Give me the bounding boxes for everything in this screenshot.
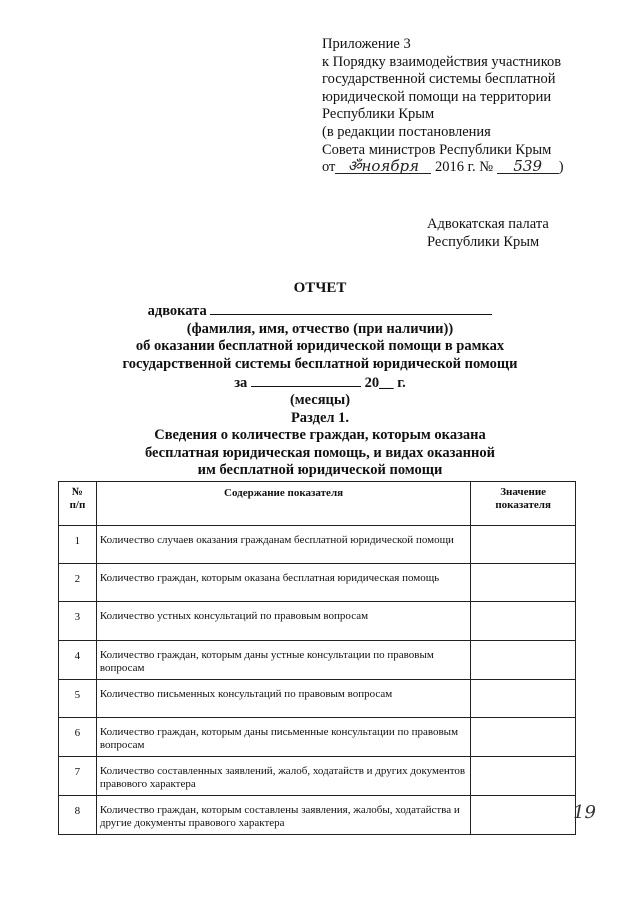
resolution-date-line: [322, 159, 564, 177]
period-prefix: за: [234, 375, 248, 392]
row-number: 2: [59, 564, 97, 602]
table-row: [59, 526, 576, 564]
period-line: [0, 373, 640, 392]
row-value-cell[interactable]: [471, 526, 576, 564]
row-number: 5: [59, 679, 97, 717]
table-row: [59, 564, 576, 602]
row-description: Количество граждан, которым даны устные консультации по правовым вопросам: [96, 640, 470, 679]
appendix-line: Приложение 3: [322, 36, 411, 52]
row-value-cell[interactable]: [471, 717, 576, 756]
row-description: Количество граждан, которым оказана бесплатная юридическая помощь: [96, 564, 470, 602]
appendix-line: Совета министров Республики Крым: [322, 141, 552, 158]
report-title: ОТЧЕТ: [293, 280, 347, 296]
header-number-line: №: [71, 486, 83, 498]
appendix-line: (в редакции постановления: [322, 123, 491, 140]
header-content: Содержание показателя: [96, 482, 470, 526]
table-row: [59, 602, 576, 640]
row-number: 3: [59, 602, 97, 640]
header-value-line: Значение: [500, 486, 547, 498]
from-prefix: от: [322, 159, 336, 176]
report-title-block: [0, 280, 640, 410]
recipient-line: Республики Крым: [427, 234, 540, 250]
row-value-cell[interactable]: [471, 564, 576, 602]
section-line: бесплатная юридическая помощь, и видах оказанной: [144, 444, 495, 461]
report-subtitle-line: государственной системы бесплатной юридической помощи: [122, 355, 518, 372]
advocate-label: адвоката: [147, 303, 207, 320]
table-header-row: [59, 482, 576, 526]
row-number: 6: [59, 717, 97, 756]
appendix-line: юридической помощи на территории: [322, 88, 552, 105]
year-text: 2016 г. №: [435, 159, 494, 176]
row-description: Количество граждан, которым составлены заявления, жалобы, ходатайства и другие документы правового характера: [96, 795, 470, 834]
table-row: [59, 679, 576, 717]
table-row: [59, 795, 576, 834]
table-row: [59, 717, 576, 756]
name-hint: (фамилия, имя, отчество (при наличии)): [186, 320, 454, 337]
appendix-header: [322, 36, 564, 177]
period-blank: [251, 373, 361, 387]
row-value-cell[interactable]: [471, 756, 576, 795]
handwritten-number: 539: [497, 159, 559, 174]
row-description: Количество письменных консультаций по правовым вопросам: [96, 679, 470, 717]
indicators-table: [58, 481, 576, 835]
section-line: им бесплатной юридической помощи: [197, 462, 443, 479]
header-value-line: показателя: [495, 499, 551, 511]
period-year: 20__ г.: [364, 375, 406, 392]
row-description: Количество устных консультаций по правовым вопросам: [96, 602, 470, 640]
row-number: 4: [59, 640, 97, 679]
row-value-cell[interactable]: [471, 795, 576, 834]
header-number: [59, 482, 97, 526]
page-number: 19: [573, 802, 596, 823]
header-number-line: п/п: [69, 499, 86, 511]
section-title: Раздел 1.: [290, 410, 350, 426]
appendix-line: к Порядку взаимодействия участников: [322, 53, 562, 70]
row-description: Количество случаев оказания гражданам бесплатной юридической помощи: [96, 526, 470, 564]
row-description: Количество составленных заявлений, жалоб, ходатайств и других документов правового характера: [96, 756, 470, 795]
row-number: 7: [59, 756, 97, 795]
row-number: 1: [59, 526, 97, 564]
advocate-name-blank: [210, 301, 492, 315]
period-hint: (месяцы): [289, 392, 351, 409]
row-value-cell[interactable]: [471, 679, 576, 717]
close-paren: ): [558, 159, 564, 176]
appendix-line: государственной системы бесплатной: [322, 71, 556, 88]
handwritten-date: ॐноября: [335, 159, 431, 174]
section-heading: [0, 410, 640, 480]
recipient-block: [427, 215, 549, 251]
header-value: [471, 482, 576, 526]
row-description: Количество граждан, которым даны письменные консультации по правовым вопросам: [96, 717, 470, 756]
recipient-line: Адвокатская палата: [427, 216, 549, 232]
appendix-line: Республики Крым: [322, 106, 435, 123]
row-value-cell[interactable]: [471, 602, 576, 640]
table-row: [59, 756, 576, 795]
row-number: 8: [59, 795, 97, 834]
advocate-line: [0, 301, 640, 320]
row-value-cell[interactable]: [471, 640, 576, 679]
report-subtitle-line: об оказании бесплатной юридической помощи в рамках: [135, 338, 505, 355]
table-row: [59, 640, 576, 679]
section-line: Сведения о количестве граждан, которым оказана: [154, 427, 486, 444]
